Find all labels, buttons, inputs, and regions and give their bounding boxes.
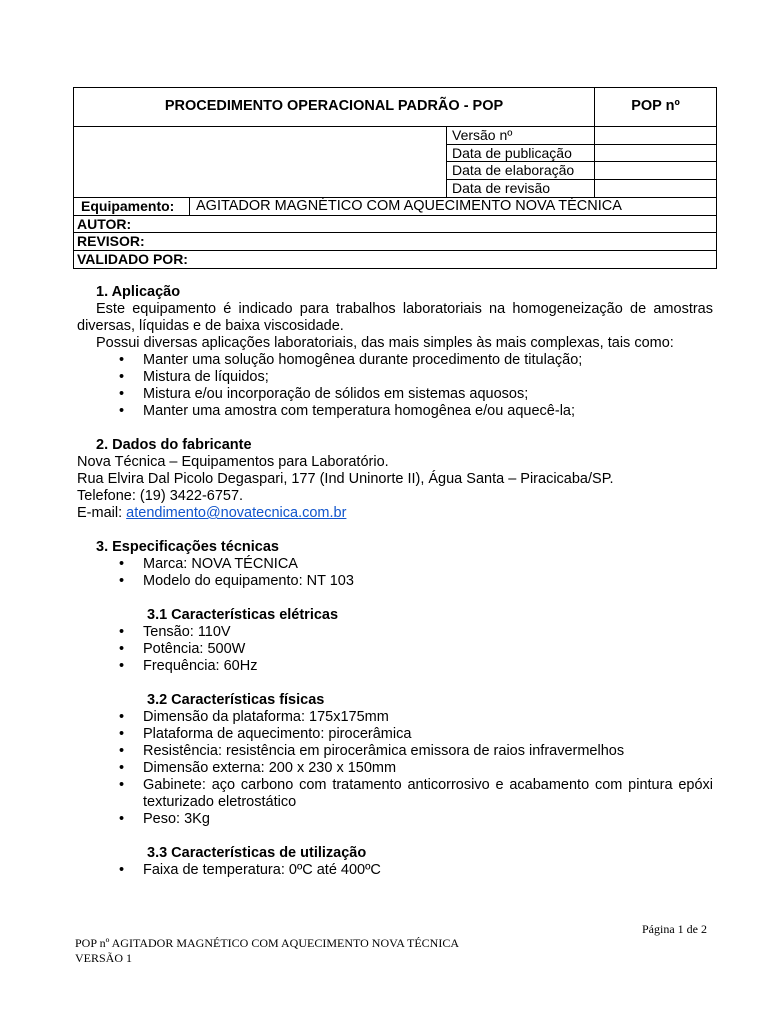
publication-date-label: Data de publicação bbox=[452, 145, 572, 161]
document-body bbox=[77, 284, 713, 879]
validated-label: VALIDADO POR: bbox=[77, 251, 188, 267]
usage-spec-list bbox=[77, 862, 713, 879]
table-border-bottom bbox=[73, 268, 717, 269]
footer-doc-title: POP nº AGITADOR MAGNÉTICO COM AQUECIMENTO NOVA TÉCNICA bbox=[75, 936, 460, 950]
author-label: AUTOR: bbox=[77, 216, 132, 232]
section-3-title: 3. Especificações técnicas bbox=[96, 539, 279, 555]
pop-number-label: POP nº bbox=[631, 98, 680, 114]
table-divider bbox=[189, 197, 190, 216]
list-item: • Marca: NOVA TÉCNICA bbox=[77, 556, 713, 573]
list-item: • Potência: 500W bbox=[77, 641, 713, 658]
subsection-3-3-title: 3.3 Características de utilização bbox=[147, 845, 367, 861]
section-2-title: 2. Dados do fabricante bbox=[96, 437, 252, 453]
electrical-spec-list bbox=[77, 624, 713, 675]
equipment-value: AGITADOR MAGNÉTICO COM AQUECIMENTO NOVA TÉCNICA bbox=[196, 198, 622, 214]
list-item: • Dimensão da plataforma: 175x175mm bbox=[77, 709, 713, 726]
footer-version: VERSÃO 1 bbox=[75, 951, 133, 965]
spec-list bbox=[77, 556, 713, 590]
manufacturer-email-row bbox=[77, 505, 713, 522]
revision-date-label: Data de revisão bbox=[452, 180, 551, 196]
version-label: Versão nº bbox=[452, 127, 513, 143]
manufacturer-phone: Telefone: (19) 3422-6757. bbox=[77, 488, 244, 504]
list-item: • Mistura e/ou incorporação de sólidos em sistemas aquosos; bbox=[77, 386, 713, 403]
list-item: • Resistência: resistência em pirocerâmica emissora de raios infravermelhos bbox=[77, 743, 713, 760]
manufacturer-address: Rua Elvira Dal Picolo Degaspari, 177 (Ind Uninorte II), Água Santa – Piracicaba/SP. bbox=[77, 471, 614, 487]
subsection-3-1-title: 3.1 Características elétricas bbox=[147, 607, 339, 623]
list-item: • Faixa de temperatura: 0ºC até 400ºC bbox=[77, 862, 713, 879]
table-divider bbox=[73, 126, 717, 127]
elaboration-date-label: Data de elaboração bbox=[452, 162, 575, 178]
list-item: • Manter uma amostra com temperatura homogênea e/ou aquecê-la; bbox=[77, 403, 713, 420]
table-divider bbox=[73, 215, 717, 216]
list-item: • Manter uma solução homogênea durante procedimento de titulação; bbox=[77, 352, 713, 369]
table-divider bbox=[446, 126, 447, 198]
list-item: • Dimensão externa: 200 x 230 x 150mm bbox=[77, 760, 713, 777]
table-border-top bbox=[73, 87, 717, 88]
application-list bbox=[77, 352, 713, 420]
manufacturer-name: Nova Técnica – Equipamentos para Laboratório. bbox=[77, 454, 389, 470]
table-divider bbox=[594, 126, 595, 198]
list-item: • Peso: 3Kg bbox=[77, 811, 713, 828]
page-footer bbox=[75, 936, 459, 966]
subsection-3-2-title: 3.2 Características físicas bbox=[147, 692, 325, 708]
pop-header-table bbox=[73, 87, 717, 269]
section-1-paragraph-1: Este equipamento é indicado para trabalhos laboratoriais na homogeneização de amostras diversas, líquidas e de baixa viscosidade. bbox=[77, 301, 713, 334]
list-item: • Plataforma de aquecimento: pirocerâmica bbox=[77, 726, 713, 743]
list-item: • Frequência: 60Hz bbox=[77, 658, 713, 675]
table-divider bbox=[73, 232, 717, 233]
equipment-label: Equipamento: bbox=[81, 198, 175, 214]
section-1-paragraph-2: Possui diversas aplicações laboratoriais, das mais simples às mais complexas, tais como: bbox=[96, 335, 674, 351]
email-link[interactable]: atendimento@novatecnica.com.br bbox=[126, 505, 347, 521]
email-label: E-mail: bbox=[77, 505, 127, 521]
list-item: • Modelo do equipamento: NT 103 bbox=[77, 573, 713, 590]
physical-spec-list bbox=[77, 709, 713, 828]
pop-title: PROCEDIMENTO OPERACIONAL PADRÃO - POP bbox=[164, 98, 504, 114]
reviewer-label: REVISOR: bbox=[77, 233, 145, 249]
list-item: • Tensão: 110V bbox=[77, 624, 713, 641]
list-item: • Gabinete: aço carbono com tratamento anticorrosivo e acabamento com pintura epóxi texturizado eletrostático bbox=[77, 777, 713, 811]
page-number: Página 1 de 2 bbox=[642, 922, 707, 936]
section-1-title: 1. Aplicação bbox=[96, 284, 181, 300]
list-item: • Mistura de líquidos; bbox=[77, 369, 713, 386]
